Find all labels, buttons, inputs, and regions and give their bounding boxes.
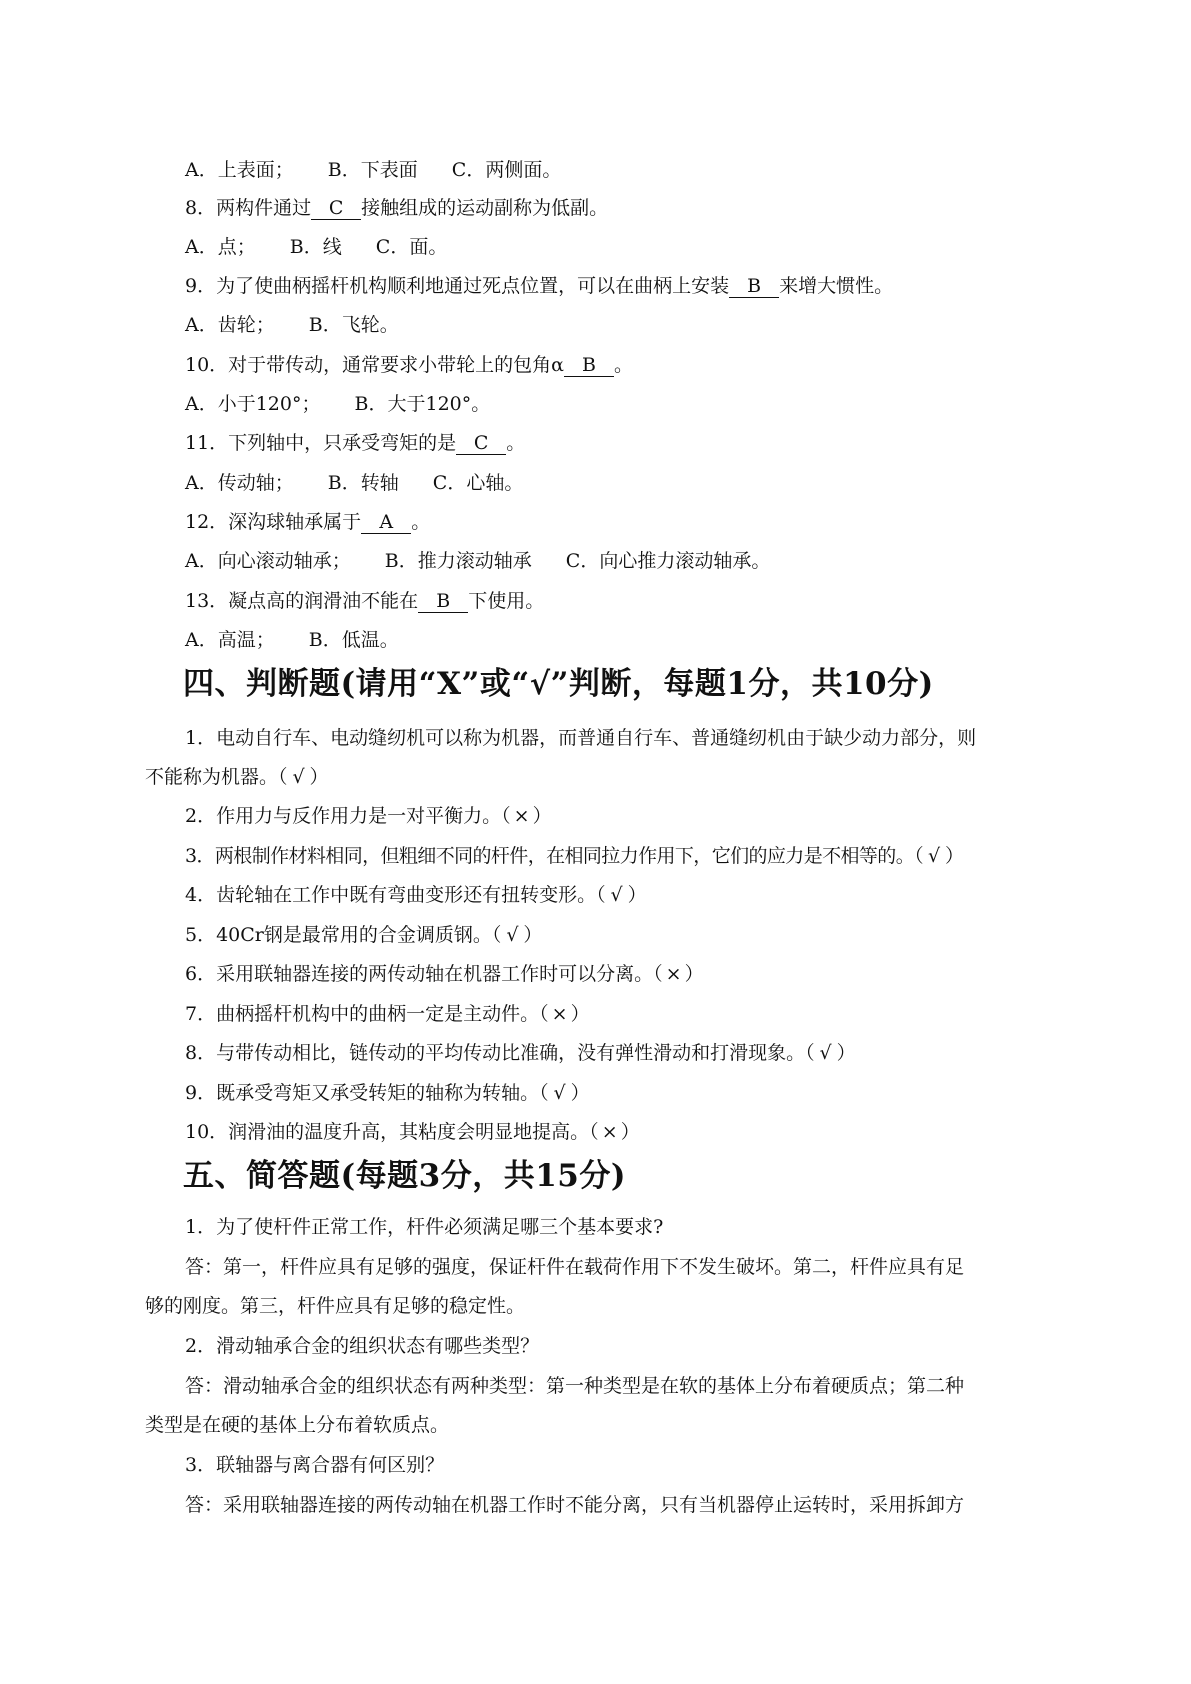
q9-option-a: A．齿轮； xyxy=(185,314,275,336)
judge-item-10-mark: × xyxy=(601,1121,618,1143)
short-answer-q3: 3．联轴器与离合器有何区别？ xyxy=(185,1454,445,1476)
q13-options xyxy=(185,627,399,653)
short-answer-q2: 2．滑动轴承合金的组织状态有哪些类型？ xyxy=(185,1335,540,1357)
q11-option-c: C．心轴。 xyxy=(432,472,524,494)
q7-option-b: B．下表面 xyxy=(327,159,418,181)
judge-item-5-text: 5．40Cr钢是最常用的合金调质钢。（ xyxy=(185,924,502,946)
q9-stem xyxy=(185,273,893,299)
q10-answer-blank: B xyxy=(564,354,614,377)
judge-item-10-text: 10．润滑油的温度升高，其粘度会明显地提高。（ xyxy=(185,1121,599,1143)
judge-item-6 xyxy=(185,961,704,987)
q7-options xyxy=(185,157,561,183)
q7-option-c: C．两侧面。 xyxy=(451,159,562,181)
judge-item-5 xyxy=(185,922,542,948)
q9-text: 9．为了使曲柄摇杆机构顺利地通过死点位置，可以在曲柄上安装 xyxy=(185,275,730,297)
q9-option-b: B．飞轮。 xyxy=(308,314,399,336)
q13-answer-blank: B xyxy=(418,590,468,613)
q12-option-a: A．向心滚动轴承； xyxy=(185,550,351,572)
short-answer-a1: 答：第一，杆件应具有足够的强度，保证杆件在载荷作用下不发生破坏。第二，杆件应具有足 xyxy=(185,1256,965,1278)
short-answer-a2: 答：滑动轴承合金的组织状态有两种类型：第一种类型是在软的基体上分布着硬质点；第二种 xyxy=(185,1375,965,1397)
judge-item-1-cont xyxy=(145,764,329,790)
q12-options xyxy=(185,548,770,574)
judge-item-7-close: ） xyxy=(570,1003,590,1025)
short-answer-a2-cont: 类型是在硬的基体上分布着软质点。 xyxy=(145,1414,450,1436)
q7-option-a: A．上表面； xyxy=(185,159,294,181)
judge-item-8-close: ） xyxy=(836,1042,856,1064)
q10-options xyxy=(185,391,490,417)
judge-item-4 xyxy=(185,882,647,908)
judge-item-2-close: ） xyxy=(532,805,552,827)
q8-option-a: A．点； xyxy=(185,236,256,258)
q13-option-b: B．低温。 xyxy=(308,629,399,651)
q13-text-end: 下使用。 xyxy=(468,590,545,612)
judge-item-4-close: ） xyxy=(627,884,647,906)
judge-item-3-close: ） xyxy=(945,845,965,867)
judge-item-3-mark: √ xyxy=(927,845,941,867)
q13-stem xyxy=(185,588,544,614)
judge-item-1-mark: √ xyxy=(292,766,305,788)
judge-item-1 xyxy=(185,725,976,751)
q9-text-end: 来增大惯性。 xyxy=(779,275,894,297)
q13-text: 13．凝点高的润滑油不能在 xyxy=(185,590,419,612)
q11-stem xyxy=(185,430,525,456)
judge-item-7-mark: × xyxy=(551,1003,568,1025)
q12-stem xyxy=(185,509,430,535)
q12-text: 12．深沟球轴承属于 xyxy=(185,511,362,533)
q8-answer-blank: C xyxy=(311,197,361,220)
q8-text: 8．两构件通过 xyxy=(185,197,312,219)
judge-item-9 xyxy=(185,1080,590,1106)
q13-option-a: A．高温； xyxy=(185,629,275,651)
q9-options xyxy=(185,312,399,338)
q11-answer-blank: C xyxy=(456,432,506,455)
judge-item-9-close: ） xyxy=(570,1082,590,1104)
q11-options xyxy=(185,470,523,496)
judge-item-4-text: 4．齿轮轴在工作中既有弯曲变形还有扭转变形。（ xyxy=(185,884,606,906)
q10-text: 10．对于带传动，通常要求小带轮上的包角α xyxy=(185,354,565,376)
q12-text-end: 。 xyxy=(411,511,431,533)
judge-item-2-text: 2．作用力与反作用力是一对平衡力。（ xyxy=(185,805,511,827)
judge-item-7-text: 7．曲柄摇杆机构中的曲柄一定是主动件。（ xyxy=(185,1003,549,1025)
q9-answer-blank: B xyxy=(729,275,779,298)
section4-heading: 四、判断题(请用“X”或“√”判断，每题1分，共10分) xyxy=(183,666,934,702)
judge-item-5-close: ） xyxy=(523,924,543,946)
judge-item-8-mark: √ xyxy=(819,1042,832,1064)
q12-option-b: B．推力滚动轴承 xyxy=(384,550,532,572)
judge-item-4-mark: √ xyxy=(610,884,623,906)
q11-option-a: A．传动轴； xyxy=(185,472,294,494)
short-answer-a1-cont: 够的刚度。第三，杆件应具有足够的稳定性。 xyxy=(145,1295,526,1317)
judge-item-6-close: ） xyxy=(684,963,704,985)
judge-item-3 xyxy=(185,843,964,869)
q11-text: 11．下列轴中，只承受弯矩的是 xyxy=(185,432,457,454)
judge-item-1-text: 1．电动自行车、电动缝纫机可以称为机器，而普通自行车、普通缝纫机由于缺少动力部分，则 xyxy=(185,727,977,749)
q10-text-end: 。 xyxy=(614,354,634,376)
q10-option-b: B．大于120°。 xyxy=(354,393,491,415)
judge-item-3-text: 3．两根制作材料相同，但粗细不同的杆件，在相同拉力作用下，它们的应力是不相等的。（ xyxy=(185,845,923,867)
judge-item-9-mark: √ xyxy=(553,1082,566,1104)
judge-item-7 xyxy=(185,1001,590,1027)
q10-stem xyxy=(185,352,633,378)
q8-option-b: B．线 xyxy=(289,236,342,258)
q11-text-end: 。 xyxy=(506,432,526,454)
judge-item-5-mark: √ xyxy=(506,924,519,946)
q8-option-c: C．面。 xyxy=(375,236,448,258)
judge-item-2 xyxy=(185,803,552,829)
q12-answer-blank: A xyxy=(361,511,411,534)
short-answer-a3: 答：采用联轴器连接的两传动轴在机器工作时不能分离，只有当机器停止运转时，采用拆卸方 xyxy=(185,1494,965,1516)
judge-item-6-text: 6．采用联轴器连接的两传动轴在机器工作时可以分离。（ xyxy=(185,963,663,985)
q10-option-a: A．小于120°； xyxy=(185,393,321,415)
judge-item-8 xyxy=(185,1040,856,1066)
judge-item-2-mark: × xyxy=(513,805,530,827)
judge-item-1-text-cont: 不能称为机器。（ xyxy=(145,766,288,788)
q8-text-end: 接触组成的运动副称为低副。 xyxy=(361,197,609,219)
q8-stem xyxy=(185,195,608,221)
judge-item-6-mark: × xyxy=(665,963,682,985)
section5-heading: 五、简答题(每题3分，共15分) xyxy=(183,1158,627,1194)
q12-option-c: C．向心推力滚动轴承。 xyxy=(565,550,771,572)
judge-item-1-close: ） xyxy=(309,766,329,788)
judge-item-9-text: 9．既承受弯矩又承受转矩的轴称为转轴。（ xyxy=(185,1082,549,1104)
short-answer-q1: 1．为了使杆件正常工作，杆件必须满足哪三个基本要求? xyxy=(185,1216,664,1238)
judge-item-10 xyxy=(185,1119,640,1145)
q11-option-b: B．转轴 xyxy=(327,472,399,494)
q8-options xyxy=(185,234,447,260)
judge-item-8-text: 8．与带传动相比，链传动的平均传动比准确，没有弹性滑动和打滑现象。（ xyxy=(185,1042,815,1064)
judge-item-10-close: ） xyxy=(620,1121,640,1143)
